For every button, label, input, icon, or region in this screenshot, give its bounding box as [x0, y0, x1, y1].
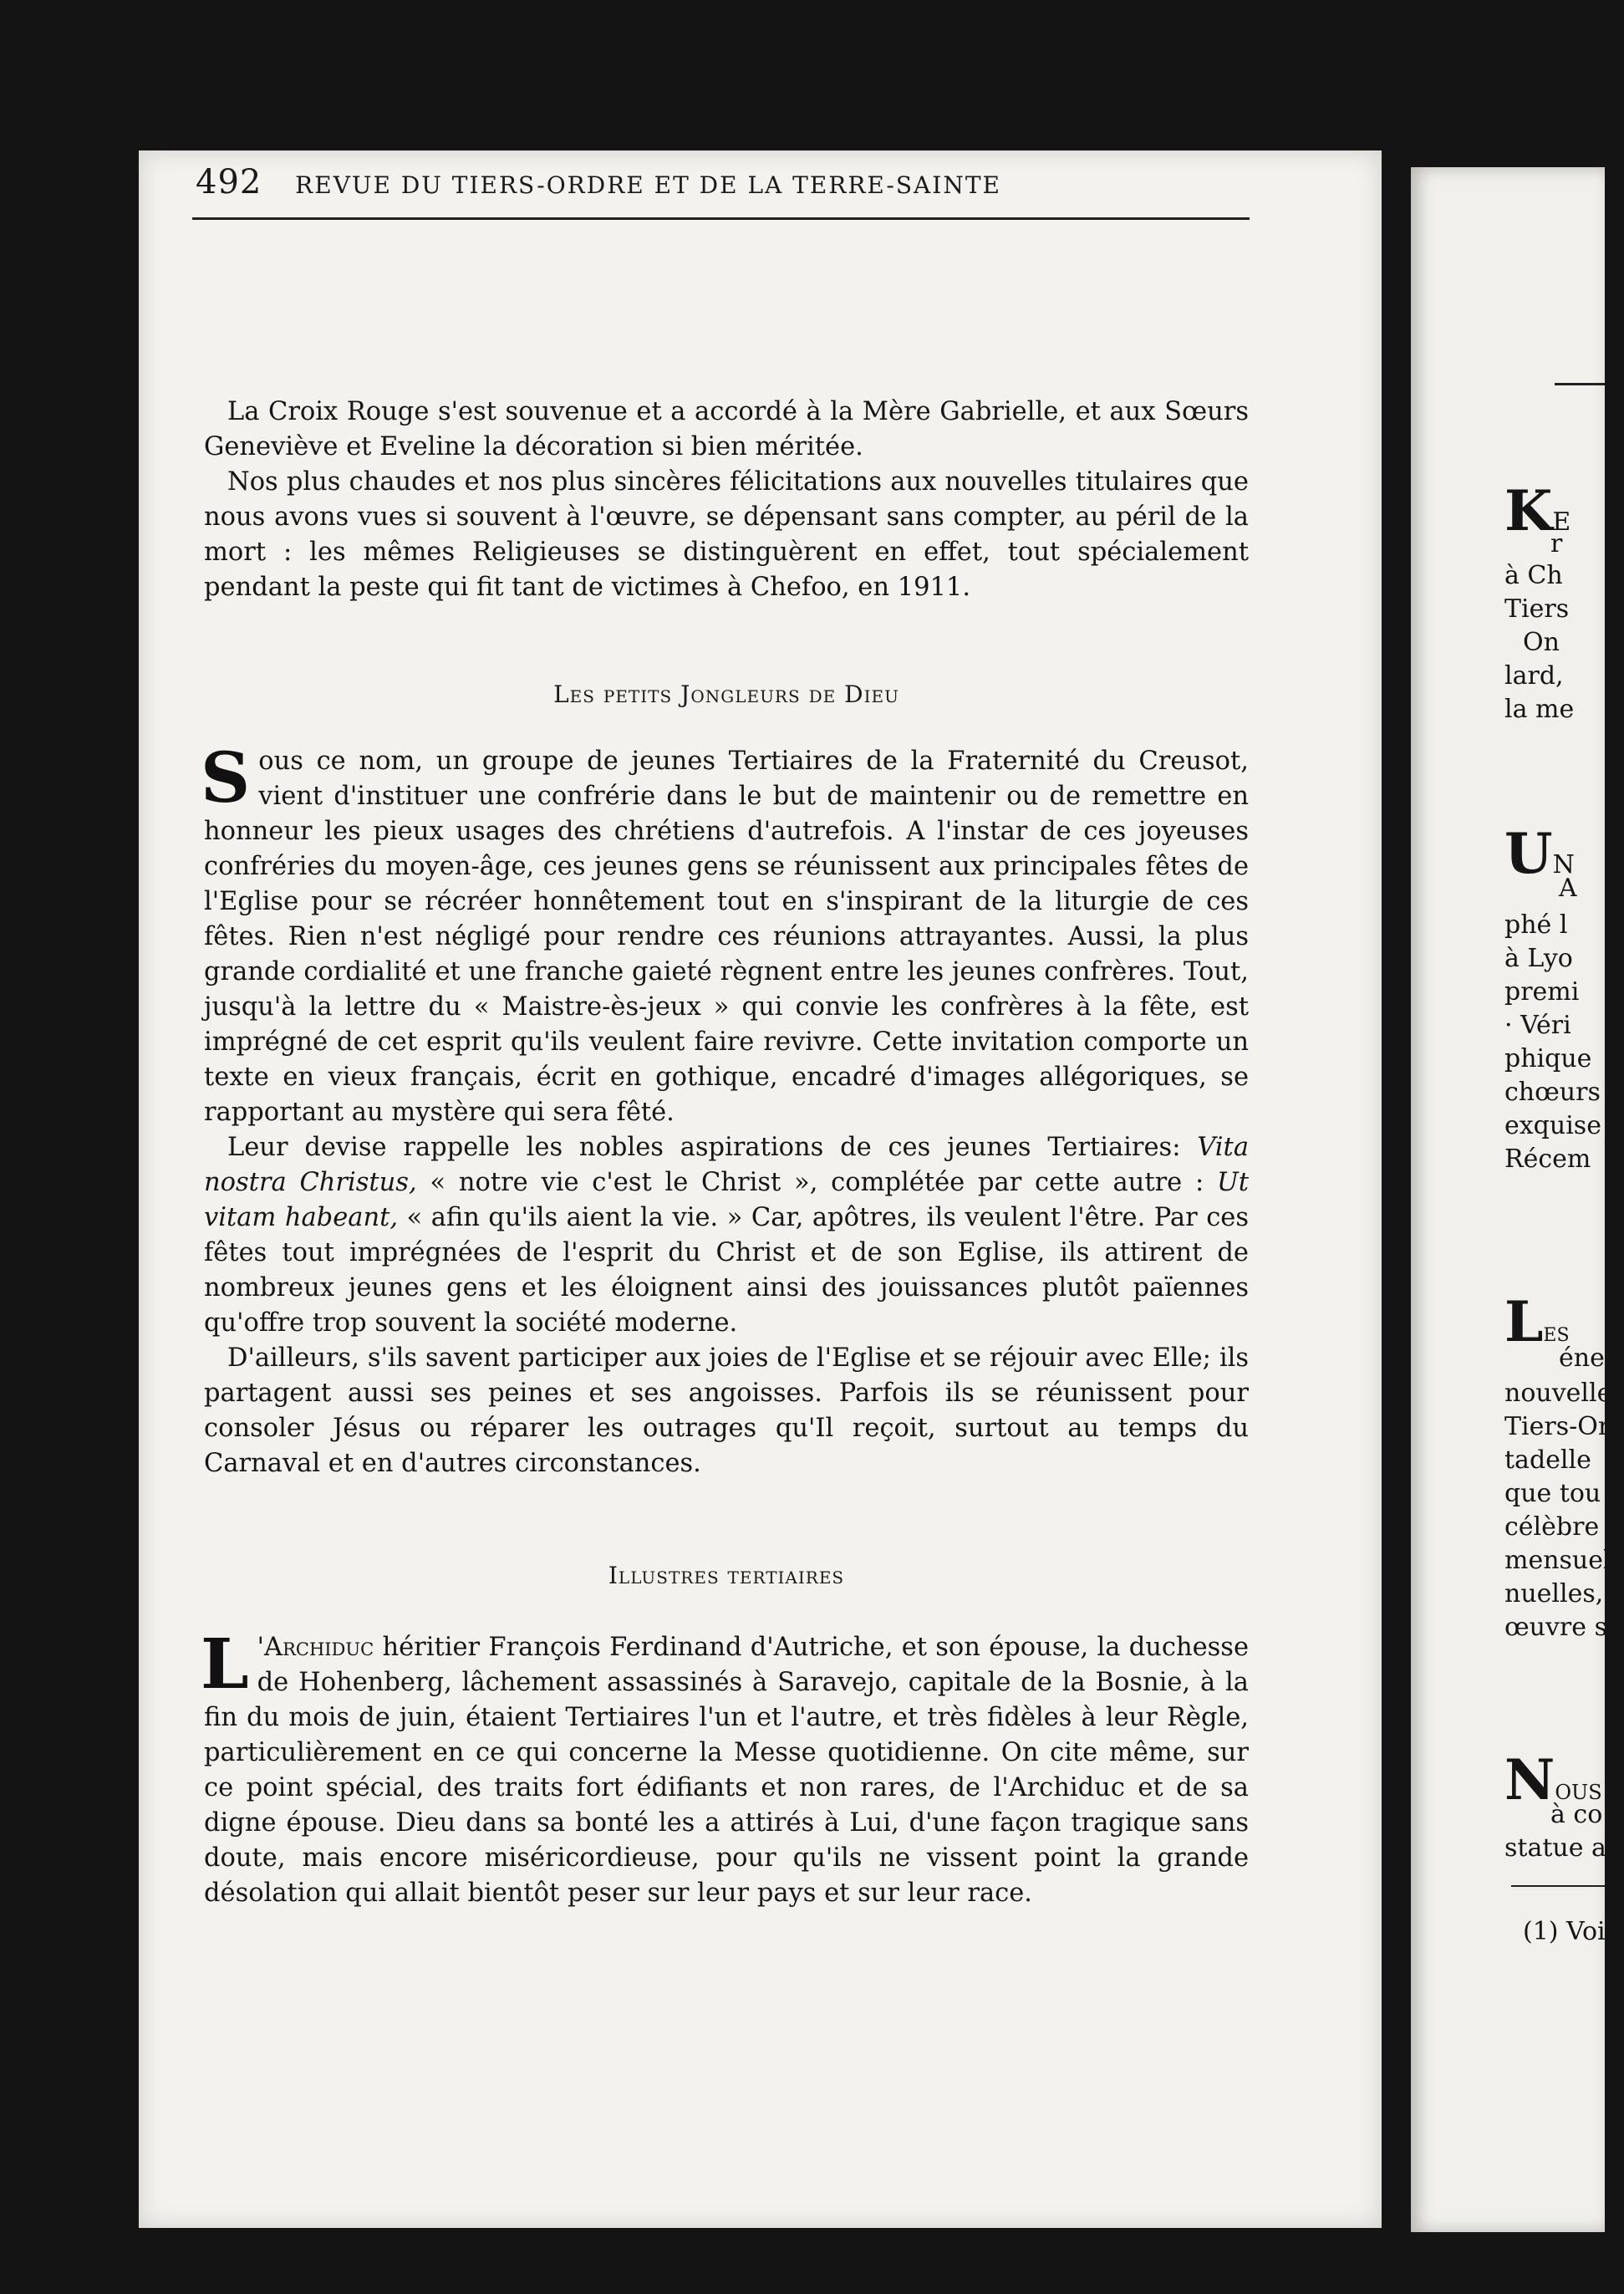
right-fragment-11: premi — [1504, 977, 1580, 1007]
right-fragment-26: œuvre sc — [1504, 1613, 1621, 1642]
section-jongleurs-body — [201, 738, 1249, 1481]
lead-archiduc: 'Archiduc — [257, 1633, 374, 1662]
right-fragment-16: Récem — [1504, 1144, 1591, 1174]
right-footnote-rule — [1511, 1885, 1605, 1887]
right-fragment-1: r — [1550, 529, 1563, 558]
jongleurs-paragraph-1 — [201, 738, 1249, 1130]
right-fragment-2: à Ch — [1504, 561, 1563, 590]
intro-text — [204, 395, 1249, 605]
jongleurs-p2-part-b: « notre vie c'est le Christ », complétée par cette autre : — [416, 1168, 1218, 1197]
right-fragment-15: exquise — [1504, 1111, 1601, 1140]
right-footnote: (1) Voi — [1523, 1917, 1606, 1946]
illustres-paragraph-1 — [201, 1624, 1249, 1911]
right-dropcap-n: N — [1504, 1747, 1555, 1812]
right-fragment-8: A — [1559, 874, 1577, 903]
right-fragment-5: lard, — [1504, 661, 1564, 691]
jongleurs-paragraph-3: D'ailleurs, s'ils savent participer aux joies de l'Eglise et se réjouir avec Elle; ils partagent aussi ses peines et ses angoisses. Parfois ils se réunissent pour consoler Jésus ou réparer les outrages qu'Il reçoit, surtout au temps du Carnaval et en d'autres circonstances. — [204, 1343, 1249, 1478]
right-fragment-20: Tiers-Or — [1504, 1412, 1611, 1441]
right-fragment-9: phé l — [1504, 910, 1568, 940]
right-fragment-14: chœurs — [1504, 1078, 1601, 1107]
right-fragment-23: célèbre p — [1504, 1512, 1623, 1542]
right-fragment-24: mensuell — [1504, 1546, 1620, 1575]
motto-vita-nostra: Vita nostra Christus, — [204, 1133, 1249, 1197]
right-fragment-21: tadelle — [1504, 1445, 1591, 1475]
dropcap-s: S — [201, 738, 251, 818]
right-fragment-6: la me — [1504, 695, 1575, 724]
header-rule — [192, 217, 1250, 220]
right-fragment-12: · Véri — [1504, 1011, 1571, 1040]
jongleurs-paragraph-1-text: ous ce nom, un groupe de jeunes Tertiaires de la Fraternité du Creusot, vient d'instituer une confrérie dans le but de maintenir ou de remettre en honneur les pieux usages des chrétiens d'autrefois. A l'instar de ces joyeuses confréries du moyen-âge, ces jeunes gens se réunissent aux principales fêtes de l'Eglise pour se récréer honnêtement tout en s'inspirant de la liturgie de ces fêtes. Rien n'est négligé pour rendre ces réunions attrayantes. Aussi, la plus grande cordialité et une franche gaieté règnent entre les jeunes confrères. Tout, jusqu'à la lettre du « Maistre-ès-jeux » qui convie les confrères à la fête, est imprégné de cet esprit qu'ils veulent faire revivre. Cette invitation comporte un texte en vieux français, écrit en gothique, encadré d'images allégoriques, se rapportant au mystère qui sera fêté. — [204, 747, 1249, 1127]
jongleurs-p2-part-a: Leur devise rappelle les nobles aspirations de ces jeunes Tertiaires: — [227, 1133, 1198, 1162]
right-fragment-19: nouvelle — [1504, 1379, 1612, 1408]
right-fragment-3: Tiers — [1504, 594, 1570, 624]
right-fragment-7-text: N — [1552, 850, 1575, 879]
right-fragment-28: à co — [1550, 1800, 1603, 1829]
page-number: 492 — [196, 163, 262, 201]
illustres-paragraph-1-text: héritier François Ferdinand d'Autriche, et son épouse, la duchesse de Hohenberg, lâchement assassinés à Saravejo, capitale de la Bosnie, à la fin du mois de juin, étaient Tertiaires l'un et l'autre, et très fidèles à leur Règle, particulièrement en ce qui concerne la Messe quotidienne. On cite même, sur ce point spécial, des traits fort édifiants et non rares, de l'Archiduc et de sa digne épouse. Dieu dans sa bonté les a attirés à Lui, d'une façon tragique sans doute, mais encore miséricordieuse, pour qu'ils ne vissent point la grande désolation qui allait bientôt peser sur leur pays et sur leur race. — [204, 1633, 1249, 1908]
right-page-rule — [1555, 383, 1605, 385]
section-title-illustres: Illustres tertiaires — [608, 1562, 845, 1589]
right-fragment-18: éner — [1559, 1343, 1617, 1373]
jongleurs-paragraph-2 — [204, 1130, 1249, 1341]
right-fragment-10: à Lyo — [1504, 944, 1573, 973]
running-title: REVUE DU TIERS-ORDRE ET DE LA TERRE-SAINTE — [295, 171, 1001, 199]
right-fragment-27-text: OUS a — [1555, 1781, 1621, 1804]
right-dropcap-k: K — [1504, 478, 1553, 543]
right-fragment-25: nuelles, s — [1504, 1579, 1624, 1608]
intro-paragraph-1: La Croix Rouge s'est souvenue et a accordé à la Mère Gabrielle, et aux Sœurs Geneviève et Eveline la décoration si bien méritée. — [204, 397, 1249, 461]
right-fragment-17-text: ES — [1543, 1325, 1570, 1346]
right-fragment-13: phique — [1504, 1044, 1592, 1073]
running-header — [196, 163, 1249, 201]
right-dropcap-l: L — [1504, 1289, 1544, 1354]
right-fragment-0-text: E — [1552, 507, 1571, 537]
section-title-jongleurs: Les petits Jongleurs de Dieu — [553, 681, 899, 708]
section-illustres-body — [201, 1624, 1249, 1911]
jongleurs-p2-part-c: « afin qu'ils aient la vie. » Car, apôtres, ils veulent l'être. Par ces fêtes tout imprégnées de l'esprit du Christ et de son Eglise, ils attirent de nombreux jeunes gens et les éloignent ainsi des jouissances plutôt païennes qu'offre trop souvent la société moderne. — [204, 1203, 1249, 1338]
dropcap-l: L — [201, 1624, 249, 1705]
intro-paragraph-2: Nos plus chaudes et nos plus sincères félicitations aux nouvelles titulaires que nous avons vues si souvent à l'œuvre, se dépensant sans compter, au péril de la mort : les mêmes Religieuses se distinguèrent en effet, tout spécialement pendant la peste qui fit tant de victimes à Chefoo, en 1911. — [204, 467, 1249, 602]
right-dropcap-u: U — [1504, 821, 1553, 886]
right-fragment-29: statue au — [1504, 1833, 1623, 1863]
right-fragment-22: que tou — [1504, 1479, 1601, 1508]
motto-ut-vitam: Ut vitam habeant, — [204, 1168, 1249, 1232]
right-fragment-4: On — [1523, 628, 1560, 657]
